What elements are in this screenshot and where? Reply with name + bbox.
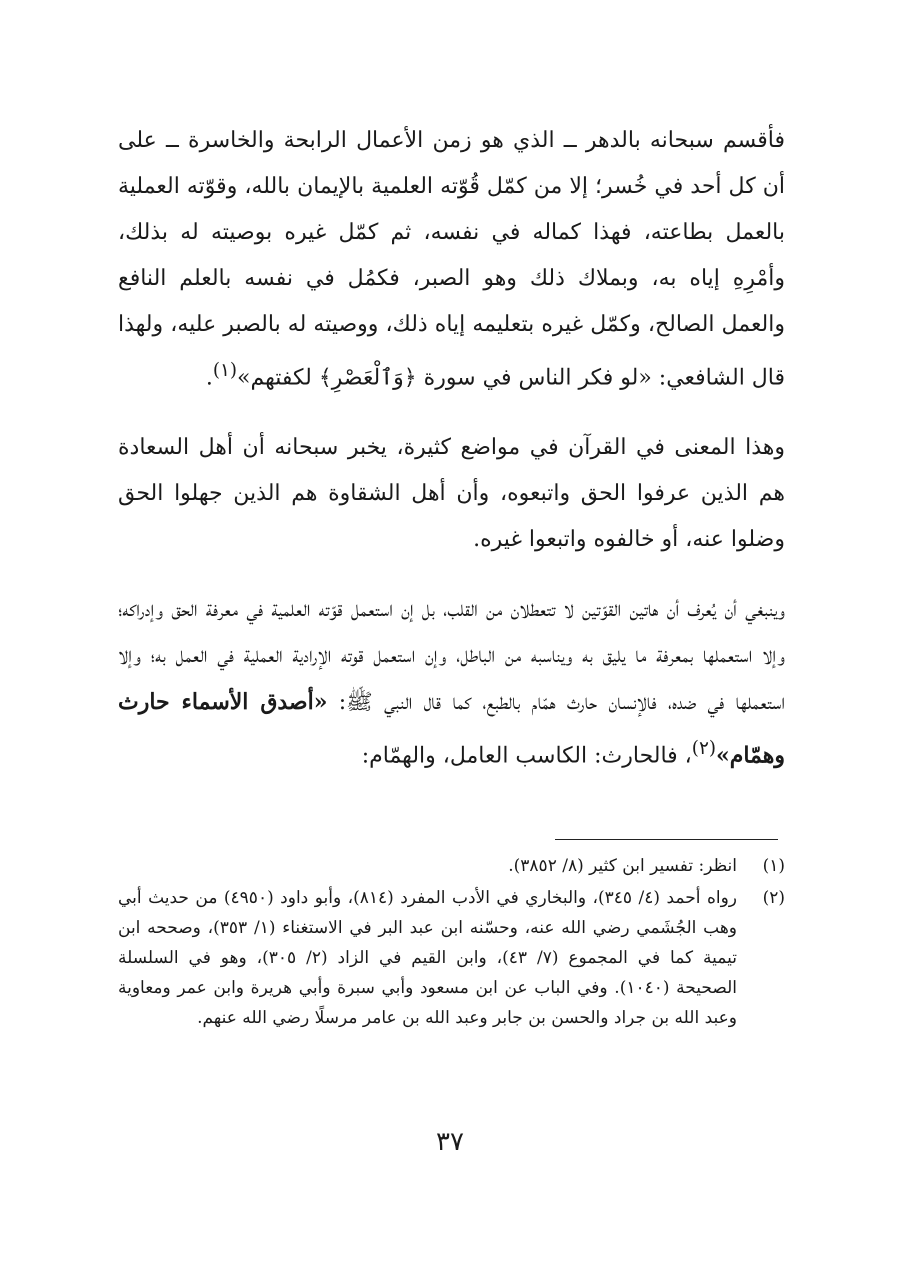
paragraph-3-end: ، فالحارث: الكاسب العامل، والهمّام: [361, 743, 692, 769]
footnote-2 [118, 883, 785, 1033]
footnote-divider [555, 839, 778, 840]
paragraph-1 [118, 118, 785, 401]
paragraph-3-text: وينبغي أن يُعرف أن هاتين القوّتين لا تتعطلان من القلب، بل إن استعمل قوّته العلمية في معرفة الحق وإدراكه؛ وإلا استعملها بمعرفة ما يليق به ويناسبه من الباطل، وإن استعمل قوته الإرادية العملية في العمل به؛ وإلا استعملها في ضده، فالإنسان حارث همّام بالطبع، كما قال النبي ﷺ: [118, 597, 785, 716]
footnote-ref-1[interactable]: (١) [212, 360, 237, 381]
paragraph-3 [118, 587, 785, 779]
footnote-text: رواه أحمد (٤/ ٣٤٥)، والبخاري في الأدب المفرد (٨١٤)، وأبو داود (٤٩٥٠) من حديث أبي وهب الجُشَمي رضي الله عنه، وحسّنه ابن عبد البر في الاستغناء (١/ ٣٥٣)، وصححه ابن تيمية كما في المجموع (٧/ ٤٣)، وابن القيم في الزاد (٢/ ٣٠٥)، وهو في السلسلة الصحيحة (١٠٤٠). وفي الباب عن ابن مسعود وأبي سبرة وأبي هريرة وابن عمر ومعاوية وعبد الله بن جراد والحسن بن جابر وعبد الله بن عامر مرسلًا رضي الله عنهم. [118, 888, 737, 1028]
footnote-1 [118, 851, 785, 881]
footnote-number: (١) [762, 856, 785, 876]
hadith-quote: «أصدق الأسماء حارث وهمّام» [118, 689, 785, 769]
paragraph-1-text: فأقسم سبحانه بالدهر ــ الذي هو زمن الأعمال الرابحة والخاسرة ــ على أن كل أحد في خُسر؛ إلا من كمّل قُوّته العلمية بالإيمان بالله، وقوّته العملية بالعمل بطاعته، فهذا كماله في نفسه، ثم كمّل غيره بوصيته له بذلك، وأمْرِهِ إياه به، وبملاك ذلك وهو الصبر، فكمُل في نفسه بالعلم النافع والعمل الصالح، وكمّل غيره بتعليمه إياه ذلك، ووصيته له بالصبر عليه، ولهذا قال الشافعي: «لو فكر الناس في سورة ﴿وَٱلْعَصْرِ﴾ لكفتهم» [118, 128, 785, 391]
main-text [118, 118, 785, 804]
page-number: ٣٧ [436, 1127, 464, 1157]
footnote-ref-2[interactable]: (٢) [691, 738, 716, 760]
footnote-number: (٢) [762, 888, 785, 908]
paragraph-1-end: . [205, 365, 213, 391]
paragraph-2: وهذا المعنى في القرآن في مواضع كثيرة، يخبر سبحانه أن أهل السعادة هم الذين عرفوا الحق واتبعوه، وأن أهل الشقاوة هم الذين جهلوا الحق وضلوا عنه، أو خالفوه واتبعوا غيره. [118, 435, 785, 553]
footnotes [118, 851, 785, 1035]
footnote-text: انظر: تفسير ابن كثير (٨/ ٣٨٥٢). [508, 856, 737, 876]
